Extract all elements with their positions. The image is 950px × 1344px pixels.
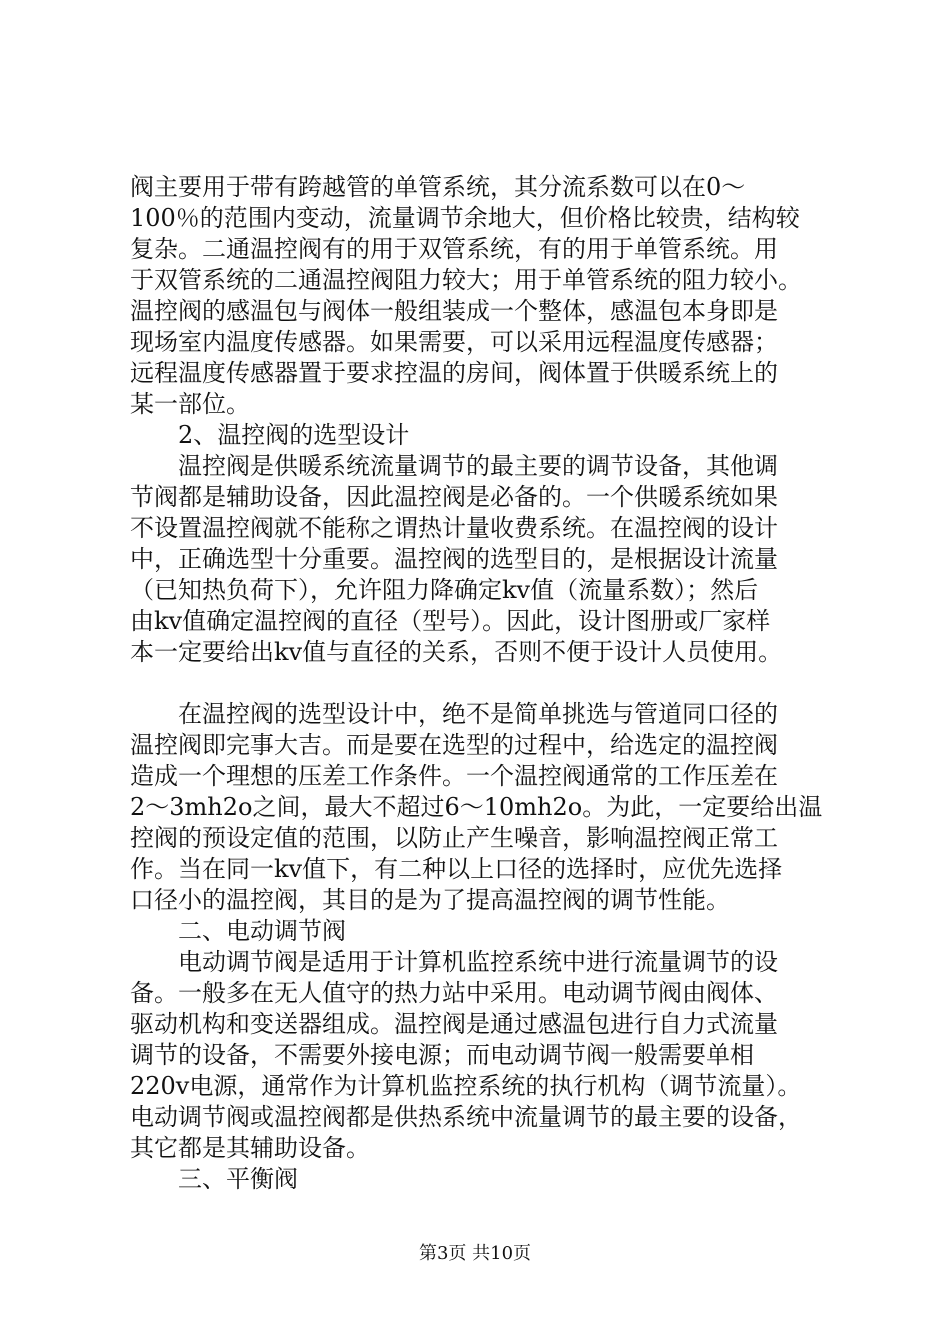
text-line: 备。一般多在无人值守的热力站中采用。电动调节阀由阀体、 [130, 979, 778, 1007]
text-line: 某一部位。 [130, 390, 250, 418]
text-line: 复杂。二通温控阀有的用于双管系统，有的用于单管系统。用 [130, 235, 778, 263]
page-footer [0, 1243, 950, 1265]
text-line: 电动调节阀或温控阀都是供热系统中流量调节的最主要的设备， [130, 1103, 802, 1131]
text-line: 在温控阀的选型设计中，绝不是简单挑选与管道同口径的 [130, 700, 778, 728]
page-number: 第3页 共10页 [418, 1243, 532, 1264]
text-line: 100％的范围内变动，流量调节余地大，但价格比较贵，结构较 [130, 204, 800, 232]
blank-line [130, 668, 840, 699]
text-line: 2～3mh2o之间，最大不超过6～10mh2o。为此，一定要给出温 [130, 793, 823, 821]
text-line: 中，正确选型十分重要。温控阀的选型目的，是根据设计流量 [130, 545, 778, 573]
text-line: 温控阀是供暖系统流量调节的最主要的调节设备，其他调 [130, 452, 778, 480]
text-line: 本一定要给出kv值与直径的关系，否则不便于设计人员使用。 [130, 638, 783, 666]
text-line: 温控阀的感温包与阀体一般组装成一个整体，感温包本身即是 [130, 297, 778, 325]
text-line: 控阀的预设定值的范围，以防止产生噪音，影响温控阀正常工 [130, 824, 778, 852]
text-line: 三、平衡阀 [130, 1165, 298, 1193]
text-line: 阀主要用于带有跨越管的单管系统，其分流系数可以在0～ [130, 173, 746, 201]
text-line: 不设置温控阀就不能称之谓热计量收费系统。在温控阀的设计 [130, 514, 778, 542]
text-line: 2、温控阀的选型设计 [130, 421, 410, 449]
text-line: 作。当在同一kv值下，有二种以上口径的选择时，应优先选择 [130, 855, 783, 883]
text-line: 节阀都是辅助设备，因此温控阀是必备的。一个供暖系统如果 [130, 483, 778, 511]
text-line: 口径小的温控阀，其目的是为了提高温控阀的调节性能。 [130, 886, 730, 914]
text-line: 220v电源，通常作为计算机监控系统的执行机构（调节流量）。 [130, 1072, 802, 1100]
text-line: 现场室内温度传感器。如果需要，可以采用远程温度传感器； [130, 328, 778, 356]
text-line: 调节的设备，不需要外接电源；而电动调节阀一般需要单相 [130, 1041, 754, 1069]
text-line: 二、电动调节阀 [130, 917, 346, 945]
document-body [130, 172, 840, 1195]
text-line: 温控阀即完事大吉。而是要在选型的过程中，给选定的温控阀 [130, 731, 778, 759]
text-line: （已知热负荷下），允许阻力降确定kv值（流量系数）；然后 [130, 576, 759, 604]
text-line: 驱动机构和变送器组成。温控阀是通过感温包进行自力式流量 [130, 1010, 778, 1038]
text-line: 于双管系统的二通温控阀阻力较大；用于单管系统的阻力较小。 [130, 266, 802, 294]
text-line: 电动调节阀是适用于计算机监控系统中进行流量调节的设 [130, 948, 778, 976]
text-line: 远程温度传感器置于要求控温的房间，阀体置于供暖系统上的 [130, 359, 778, 387]
text-line: 其它都是其辅助设备。 [130, 1134, 370, 1162]
text-line: 造成一个理想的压差工作条件。一个温控阀通常的工作压差在 [130, 762, 778, 790]
text-line: 由kv值确定温控阀的直径（型号）。因此，设计图册或厂家样 [130, 607, 771, 635]
